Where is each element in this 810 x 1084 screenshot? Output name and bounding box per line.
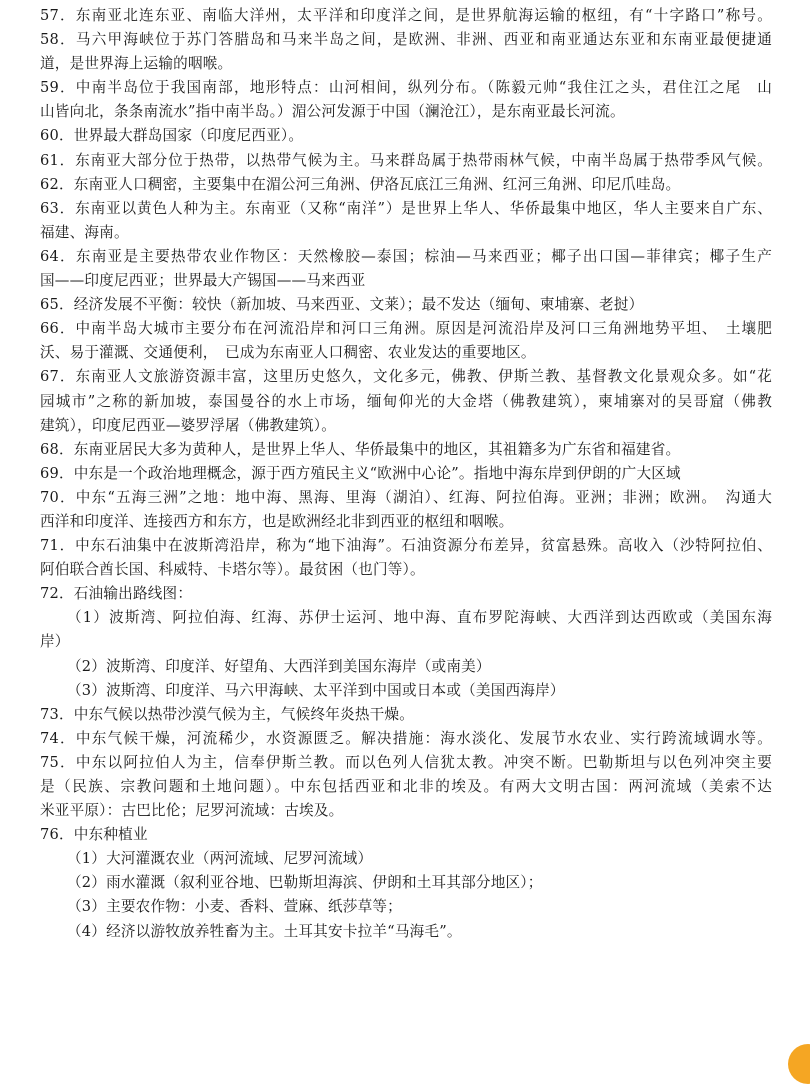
text-line: 建筑），印度尼西亚—婆罗浮屠（佛教建筑）。 <box>40 416 337 434</box>
text-line: 75．中东以阿拉伯人为主，信奉伊斯兰教。而以色列人信犹太教。冲突不断。巴勒斯坦与以色列冲突主要 <box>40 753 772 771</box>
text-line: （2）雨水灌溉（叙利亚谷地、巴勒斯坦海滨、伊朗和土耳其部分地区）； <box>67 874 543 892</box>
text-line: （3）波斯湾、印度洋、马六甲海峡、太平洋到中国或日本或（美国西海岸） <box>67 681 565 699</box>
document-page <box>40 0 772 944</box>
text-line: （3）主要农作物：小麦、香料、萱麻、纸莎草等； <box>67 898 402 916</box>
text-line: 61．东南亚大部分位于热带，以热带气候为主。马来群岛属于热带雨林气候，中南半岛属于热带季风气候。 <box>40 151 772 169</box>
text-line: （1）波斯湾、阿拉伯海、红海、苏伊士运河、地中海、直布罗陀海峡、大西洋到达西欧或（美国东海 <box>67 609 772 627</box>
text-line: 58．马六甲海峡位于苏门答腊岛和马来半岛之间，是欧洲、非洲、西亚和南亚通达东亚和东南亚最便捷通 <box>40 31 772 49</box>
text-line: 65．经济发展不平衡：较快（新加坡、马来西亚、文莱）；最不发达（缅甸、柬埔寨、老挝） <box>40 296 644 314</box>
text-line: 70．中东“五海三洲”之地：地中海、黑海、里海（湖泊）、红海、阿拉伯海。亚洲；非洲；欧洲。 沟通大 <box>40 488 772 506</box>
text-line: 76．中东种植业 <box>40 826 148 844</box>
text-line: 67．东南亚人文旅游资源丰富，这里历史悠久，文化多元，佛教、伊斯兰教、基督教文化景观众多。如“花 <box>40 368 772 386</box>
text-line: 山皆向北，条条南流水”指中南半岛。）湄公河发源于中国（澜沧江），是东南亚最长河流。 <box>40 103 625 121</box>
text-line: 沃、易于灌溉、交通便利， 已成为东南亚人口稠密、农业发达的重要地区。 <box>40 344 536 362</box>
text-line: 福建、海南。 <box>40 223 129 241</box>
text-line: （1）大河灌溉农业（两河流域、尼罗河流域） <box>67 850 373 868</box>
text-line: 63．东南亚以黄色人种为主。东南亚（又称“南洋”）是世界上华人、华侨最集中地区，华人主要来自广东、 <box>40 199 772 217</box>
text-line: 米亚平原）：古巴比伦；尼罗河流域：古埃及。 <box>40 802 344 820</box>
text-line: 国——印度尼西亚；世界最大产锡国——马来西亚 <box>40 272 366 290</box>
text-line: 72．石油输出路线图： <box>40 585 193 603</box>
text-line: 62．东南亚人口稠密，主要集中在湄公河三角洲、伊洛瓦底江三角洲、红河三角洲、印尼爪哇岛。 <box>40 175 681 193</box>
text-line: 岸） <box>40 633 70 651</box>
text-line: 阿伯联合酋长国、科威特、卡塔尔等）。最贫困（也门等）。 <box>40 561 425 579</box>
text-line: 西洋和印度洋、连接西方和东方，也是欧洲经北非到西亚的枢纽和咽喉。 <box>40 512 514 530</box>
text-line: 59．中南半岛位于我国南部，地形特点：山河相间，纵列分布。（陈毅元帅“我住江之头，君住江之尾 山 <box>40 79 772 97</box>
text-line: 74．中东气候干燥，河流稀少，水资源匮乏。解决措施：海水淡化、发展节水农业、实行跨流域调水等。 <box>40 729 772 747</box>
text-line: （4）经济以游牧放养牲畜为主。土耳其安卡拉羊“马海毛”。 <box>67 922 462 940</box>
text-line: 道，是世界海上运输的咽喉。 <box>40 55 233 73</box>
text-line: 是（民族、宗教问题和土地问题）。中东包括西亚和北非的埃及。有两大文明古国：两河流域（美索不达 <box>40 778 772 795</box>
text-line: 68．东南亚居民大多为黄种人，是世界上华人、华侨最集中的地区，其祖籍多为广东省和福建省。 <box>40 440 681 458</box>
text-line: 66．中南半岛大城市主要分布在河流沿岸和河口三角洲。原因是河流沿岸及河口三角洲地势平坦、 土壤肥 <box>40 320 772 338</box>
text-line: 64．东南亚是主要热带农业作物区：天然橡胶—泰国；棕油—马来西亚；椰子出口国—菲律宾；椰子生产 <box>40 247 772 265</box>
text-line: 71．中东石油集中在波斯湾沿岸，称为“地下油海”。石油资源分布差异，贫富悬殊。高收入（沙特阿拉伯、 <box>40 537 772 555</box>
text-line: 73．中东气候以热带沙漠气候为主，气候终年炎热干燥。 <box>40 705 415 723</box>
text-line: 57．东南亚北连东亚、南临大洋州，太平洋和印度洋之间，是世界航海运输的枢纽，有“十字路口”称号。 <box>40 7 772 24</box>
text-line: （2）波斯湾、印度洋、好望角、大西洋到美国东海岸（或南美） <box>67 657 491 675</box>
text-line: 园城市”之称的新加坡，泰国曼谷的水上市场，缅甸仰光的大金塔（佛教建筑），柬埔寨对的吴哥窟（佛教 <box>40 392 772 410</box>
text-line: 60．世界最大群岛国家（印度尼西亚）。 <box>40 127 304 145</box>
text-line: 69．中东是一个政治地理概念，源于西方殖民主义“欧洲中心论”。指地中海东岸到伊朗的广大区域 <box>40 464 681 482</box>
corner-decoration <box>788 1044 810 1084</box>
